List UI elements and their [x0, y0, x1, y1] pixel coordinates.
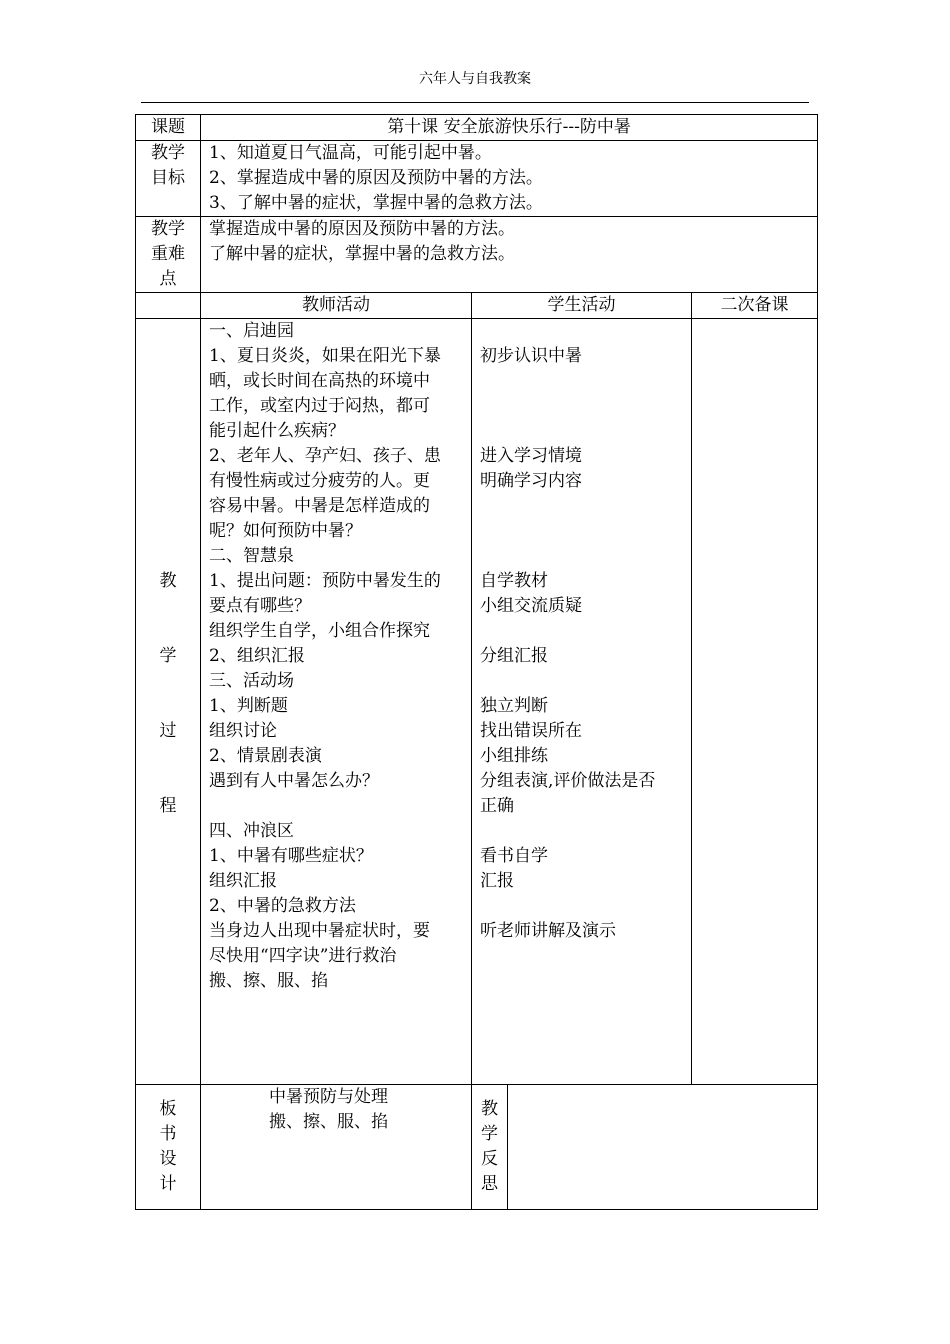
- teacher-line: 要点有哪些？: [209, 596, 311, 616]
- student-line: 找出错误所在: [480, 721, 582, 741]
- student-line: [480, 819, 691, 844]
- teacher-line: 2、情景剧表演: [209, 746, 322, 766]
- student-line: 小组交流质疑: [480, 596, 582, 616]
- student-line: 小组排练: [480, 746, 548, 766]
- student-line: 分组表演,评价做法是否: [480, 771, 656, 791]
- student-line: 自学教材: [480, 571, 548, 591]
- teacher-line: 搬、擦、服、掐: [209, 971, 328, 991]
- student-line: [480, 544, 691, 569]
- teacher-line: 2、老年人、孕产妇、孩子、患: [209, 446, 441, 466]
- topic-label: 课题: [136, 115, 201, 141]
- student-line: [480, 494, 691, 519]
- board-label: [136, 1085, 201, 1210]
- header-rule: [141, 102, 809, 103]
- board-label-char: 设: [159, 1149, 177, 1169]
- student-line: 明确学习内容: [480, 471, 582, 491]
- reflection-label-char: 思: [481, 1174, 498, 1194]
- goals-label-line: 目标: [151, 168, 185, 188]
- keypoints-row: [136, 217, 818, 293]
- student-line: 看书自学: [480, 846, 548, 866]
- empty-corner-cell: [136, 293, 201, 319]
- board-row: [136, 1085, 818, 1210]
- student-line: 听老师讲解及演示: [480, 921, 616, 941]
- topic-row: [136, 115, 818, 141]
- board-label-char: 板: [159, 1099, 177, 1119]
- process-label-char: 教: [159, 571, 177, 591]
- teacher-line: 当身边人出现中暑症状时，要: [209, 921, 430, 941]
- teacher-line: 能引起什么疾病？: [209, 421, 345, 441]
- goal-item: 2、掌握造成中暑的原因及预防中暑的方法。: [209, 168, 543, 188]
- process-label: [136, 319, 201, 1085]
- teacher-line: 组织学生自学，小组合作探究: [209, 621, 430, 641]
- goals-row: [136, 141, 818, 217]
- teacher-line: 三、活动场: [209, 671, 294, 691]
- student-line: 进入学习情境: [480, 446, 582, 466]
- student-line: [480, 319, 691, 344]
- page-header-title: 六年人与自我教案: [419, 71, 531, 87]
- student-line: 独立判断: [480, 696, 548, 716]
- teacher-line: 四、冲浪区: [209, 821, 294, 841]
- teacher-line: 呢？如何预防中暑？: [209, 521, 362, 541]
- student-line: 初步认识中暑: [480, 346, 582, 366]
- teacher-line: 组织汇报: [209, 871, 277, 891]
- student-line: [480, 419, 691, 444]
- student-line: [480, 519, 691, 544]
- board-label-char: 计: [159, 1174, 177, 1194]
- student-line: [480, 669, 691, 694]
- teacher-activity-header: 教师活动: [201, 293, 472, 319]
- process-label-char: 过: [159, 721, 177, 741]
- reflection-label-char: 学: [481, 1124, 498, 1144]
- student-line: 汇报: [480, 871, 514, 891]
- student-activity-cell: [472, 319, 692, 1085]
- student-line: [480, 369, 691, 394]
- teacher-line: [209, 794, 471, 819]
- teacher-line: 尽快用“四字诀”进行救治: [209, 946, 397, 966]
- column-header-row: [136, 293, 818, 319]
- keypoints-label: [136, 217, 201, 293]
- student-line: [480, 619, 691, 644]
- board-line: 搬、擦、服、掐: [269, 1112, 388, 1132]
- student-line: [480, 894, 691, 919]
- teacher-line: 1、中暑有哪些症状？: [209, 846, 373, 866]
- goals-label: [136, 141, 201, 217]
- board-design-cell: [201, 1085, 472, 1210]
- board-label-char: 书: [159, 1124, 177, 1144]
- teacher-line: 晒，或长时间在高热的环境中: [209, 371, 430, 391]
- teacher-line: 1、判断题: [209, 696, 288, 716]
- second-prep-header: 二次备课: [692, 293, 818, 319]
- reflection-cell: [508, 1085, 818, 1210]
- teacher-line: 组织讨论: [209, 721, 277, 741]
- keypoints-label-line: 教学: [151, 219, 185, 239]
- process-row: [136, 319, 818, 1085]
- goal-item: 1、知道夏日气温高，可能引起中暑。: [209, 143, 492, 163]
- goals-label-line: 教学: [151, 143, 185, 163]
- teacher-line: 1、夏日炎炎，如果在阳光下暴: [209, 346, 441, 366]
- process-label-char: 学: [159, 646, 177, 666]
- keypoint-item: 掌握造成中暑的原因及预防中暑的方法。: [209, 219, 515, 239]
- teacher-line: 容易中暑。中暑是怎样造成的: [209, 496, 430, 516]
- keypoints-cell: [201, 217, 818, 293]
- teacher-line: 二、智慧泉: [209, 546, 294, 566]
- teacher-line: 一、启迪园: [209, 321, 294, 341]
- keypoints-label-line: 点: [159, 269, 177, 289]
- teacher-line: 2、组织汇报: [209, 646, 305, 666]
- board-line: 中暑预防与处理: [269, 1087, 388, 1107]
- student-line: 正确: [480, 796, 514, 816]
- goals-cell: [201, 141, 818, 217]
- topic-value: 第十课 安全旅游快乐行---防中暑: [201, 115, 818, 141]
- keypoints-label-line: 重难: [151, 244, 185, 264]
- second-prep-cell: [692, 319, 818, 1085]
- lesson-plan-table: [135, 114, 818, 1210]
- teacher-line: 有慢性病或过分疲劳的人。更: [209, 471, 430, 491]
- reflection-label-char: 反: [481, 1149, 498, 1169]
- teacher-line: 遇到有人中暑怎么办？: [209, 771, 379, 791]
- teacher-line: 1、提出问题：预防中暑发生的: [209, 571, 441, 591]
- goal-item: 3、了解中暑的症状，掌握中暑的急救方法。: [209, 193, 543, 213]
- student-line: 分组汇报: [480, 646, 548, 666]
- teacher-activity-cell: [201, 319, 472, 1085]
- reflection-label-char: 教: [481, 1099, 498, 1119]
- teacher-line: 工作，或室内过于闷热，都可: [209, 396, 430, 416]
- keypoint-item: 了解中暑的症状，掌握中暑的急救方法。: [209, 244, 515, 264]
- student-line: [480, 394, 691, 419]
- student-activity-header: 学生活动: [472, 293, 692, 319]
- teacher-line: 2、中暑的急救方法: [209, 896, 356, 916]
- process-label-char: 程: [159, 796, 177, 816]
- reflection-label: [472, 1085, 508, 1210]
